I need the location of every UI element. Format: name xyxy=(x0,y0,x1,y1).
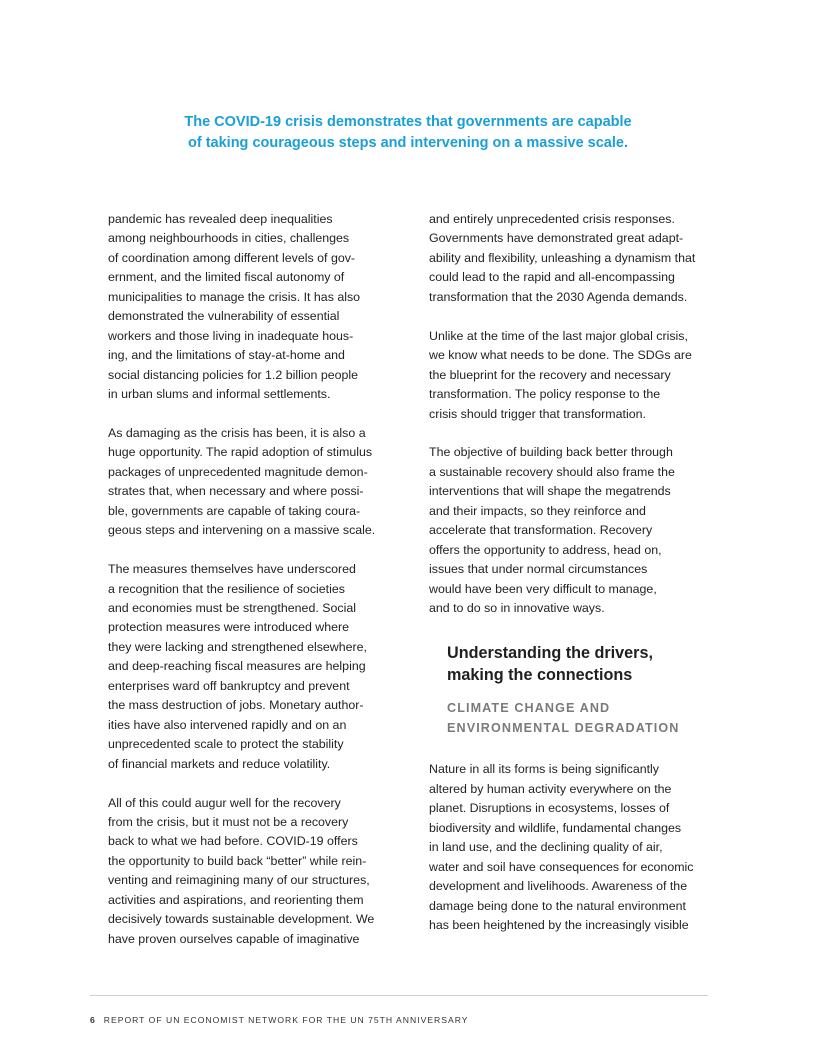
text-line: huge opportunity. The rapid adoption of stimulus xyxy=(108,445,373,460)
text-line: they were lacking and strengthened elsewhere, xyxy=(108,639,367,654)
pull-quote-line: of taking courageous steps and intervening on a massive scale. xyxy=(188,135,628,151)
text-line: ble, governments are capable of taking coura- xyxy=(108,503,361,518)
text-line: The objective of building back better through xyxy=(429,445,673,460)
text-line: have proven ourselves capable of imaginative xyxy=(108,931,360,946)
text-line: the opportunity to build back “better” while rein- xyxy=(108,853,367,868)
text-line: the blueprint for the recovery and necessary xyxy=(429,367,671,382)
text-line: and their impacts, so they reinforce and xyxy=(429,503,646,518)
text-line: transformation. The policy response to the xyxy=(429,387,661,402)
text-line: and to do so in innovative ways. xyxy=(429,601,605,616)
pull-quote-line: The COVID-19 crisis demonstrates that governments are capable xyxy=(184,114,632,130)
right-column xyxy=(429,210,721,955)
body-paragraph xyxy=(108,424,398,541)
section-heading-line: making the connections xyxy=(447,666,633,685)
text-line: back to what we had before. COVID-19 offers xyxy=(108,834,358,849)
text-line: activities and aspirations, and reorienting them xyxy=(108,892,364,907)
text-line: water and soil have consequences for economic xyxy=(429,859,694,874)
text-line: damage being done to the natural environment xyxy=(429,898,686,913)
text-line: a recognition that the resilience of societies xyxy=(108,581,345,596)
text-line: accelerate that transformation. Recovery xyxy=(429,523,653,538)
text-line: planet. Disruptions in ecosystems, losses of xyxy=(429,801,670,816)
text-line: a sustainable recovery should also frame the xyxy=(429,464,675,479)
body-paragraph xyxy=(429,210,721,307)
text-line: the mass destruction of jobs. Monetary author- xyxy=(108,698,364,713)
text-line: The measures themselves have underscored xyxy=(108,562,356,577)
left-column xyxy=(108,210,398,969)
text-line: altered by human activity everywhere on the xyxy=(429,781,672,796)
page-footer xyxy=(90,1015,469,1025)
body-paragraph xyxy=(108,210,398,405)
text-line: development and livelihoods. Awareness of the xyxy=(429,879,688,894)
text-line: pandemic has revealed deep inequalities xyxy=(108,212,333,226)
text-line: Governments have demonstrated great adapt- xyxy=(429,231,684,246)
text-line: interventions that will shape the megatrends xyxy=(429,484,671,499)
text-line: of coordination among different levels of gov- xyxy=(108,250,356,265)
text-line: has been heightened by the increasingly visible xyxy=(429,918,689,933)
text-line: crisis should trigger that transformation. xyxy=(429,406,646,421)
text-line: decisively towards sustainable development. We xyxy=(108,912,375,927)
text-line: strates that, when necessary and where possi- xyxy=(108,484,364,499)
text-line: in urban slums and informal settlements. xyxy=(108,387,331,402)
text-line: packages of unprecedented magnitude demon- xyxy=(108,464,368,479)
body-paragraph xyxy=(429,760,721,935)
text-line: transformation that the 2030 Agenda demands. xyxy=(429,289,688,304)
text-line: geous steps and intervening on a massive scale. xyxy=(108,523,376,538)
text-line: workers and those living in inadequate hous- xyxy=(108,328,354,343)
text-line: among neighbourhoods in cities, challenges xyxy=(108,231,350,246)
footer-divider xyxy=(90,995,708,996)
page-number: 6 xyxy=(90,1015,96,1025)
text-line: ities have also intervened rapidly and on an xyxy=(108,717,347,732)
body-paragraph xyxy=(108,560,398,774)
text-line: municipalities to manage the crisis. It has also xyxy=(108,289,361,304)
text-line: could lead to the rapid and all-encompassing xyxy=(429,270,675,285)
sub-heading-line: ENVIRONMENTAL DEGRADATION xyxy=(447,721,680,736)
text-line: As damaging as the crisis has been, it is also a xyxy=(108,425,366,440)
text-line: would have been very difficult to manage, xyxy=(429,581,657,596)
text-line: we know what needs to be done. The SDGs are xyxy=(429,348,692,363)
text-line: ernment, and the limited fiscal autonomy of xyxy=(108,270,345,285)
text-line: unprecedented scale to protect the stability xyxy=(108,737,344,752)
text-line: biodiversity and wildlife, fundamental changes xyxy=(429,820,682,835)
sub-heading xyxy=(447,698,721,738)
sub-heading-line: CLIMATE CHANGE AND xyxy=(447,701,611,716)
pull-quote xyxy=(150,112,666,154)
text-line: and deep-reaching fiscal measures are helping xyxy=(108,659,366,674)
section-heading xyxy=(447,642,721,686)
body-paragraph xyxy=(429,327,721,424)
section-heading-line: Understanding the drivers, xyxy=(447,644,653,663)
text-line: and entirely unprecedented crisis responses. xyxy=(429,212,675,226)
text-line: protection measures were introduced where xyxy=(108,620,350,635)
text-line: venting and reimagining many of our structures, xyxy=(108,873,370,888)
text-line: enterprises ward off bankruptcy and prevent xyxy=(108,678,350,693)
text-line: from the crisis, but it must not be a recovery xyxy=(108,815,349,829)
text-line: ing, and the limitations of stay-at-home and xyxy=(108,348,345,363)
text-line: demonstrated the vulnerability of essential xyxy=(108,309,340,324)
body-paragraph xyxy=(108,794,398,950)
text-line: offers the opportunity to address, head on, xyxy=(429,542,662,557)
body-paragraph xyxy=(429,443,721,618)
text-line: of financial markets and reduce volatility. xyxy=(108,756,331,771)
text-line: Nature in all its forms is being significantly xyxy=(429,762,660,777)
text-line: All of this could augur well for the recovery xyxy=(108,795,341,810)
text-line: ability and flexibility, unleashing a dynamism that xyxy=(429,250,696,265)
text-line: issues that under normal circumstances xyxy=(429,562,648,577)
report-title: REPORT OF UN ECONOMIST NETWORK FOR THE UN 75TH ANNIVERSARY xyxy=(103,1015,469,1025)
text-line: Unlike at the time of the last major global crisis, xyxy=(429,328,688,343)
text-line: social distancing policies for 1.2 billion people xyxy=(108,367,359,382)
text-line: and economies must be strengthened. Social xyxy=(108,601,356,616)
text-line: in land use, and the declining quality of air, xyxy=(429,840,663,855)
